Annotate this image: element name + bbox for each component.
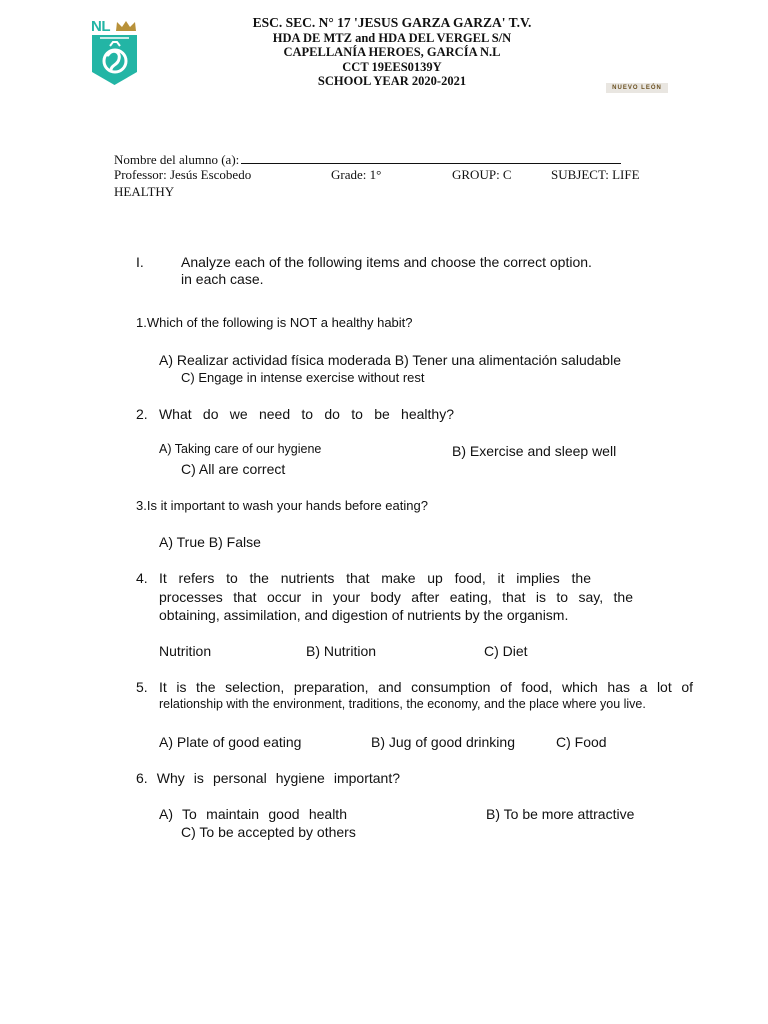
question-5-number: 5.	[136, 679, 148, 695]
logo-text: NL	[91, 18, 110, 35]
school-name: ESC. SEC. N° 17 'JESUS GARZA GARZA' T.V.	[252, 15, 532, 30]
question-6-option-a: A) To maintain good health	[159, 806, 347, 822]
question-5-option-c: C) Food	[556, 734, 607, 750]
question-2-option-c: C) All are correct	[181, 461, 286, 477]
question-1-option-c: C) Engage in intense exercise without rest	[181, 370, 425, 385]
question-4-option-b: B) Nutrition	[306, 643, 377, 659]
question-6: 6. Why is personal hygiene important?	[136, 770, 400, 786]
subject-continued: HEALTHY	[114, 184, 175, 199]
question-3: 3.Is it important to wash your hands before eating?	[136, 498, 428, 513]
question-6-option-b: B) To be more attractive	[486, 806, 635, 822]
question-5-option-a: A) Plate of good eating	[159, 734, 302, 750]
crown-icon	[115, 20, 137, 32]
professor-label: Professor: Jesús Escobedo	[114, 167, 252, 182]
school-location: CAPELLANÍA HEROES, GARCÍA N.L	[283, 45, 501, 59]
instruction-line-1: Analyze each of the following items and choose the correct option.	[181, 254, 592, 270]
question-2: 2. What do we need to do to be healthy?	[136, 406, 454, 422]
student-name-label: Nombre del alumno (a):	[114, 152, 240, 167]
question-4-line-3: obtaining, assimilation, and digestion of nutrients by the organism.	[159, 607, 569, 623]
question-2-option-a: A) Taking care of our hygiene	[159, 442, 322, 456]
question-5-line-1: It is the selection, preparation, and consumption of food, which has a lot of	[159, 679, 693, 695]
nl-logo	[88, 18, 142, 86]
question-3-options: A) True B) False	[159, 534, 261, 550]
question-4-line-2: processes that occur in your body after eating, that is to say, the	[159, 589, 633, 605]
grade-label: Grade: 1°	[331, 167, 382, 182]
school-cct: CCT 19EES0139Y	[342, 59, 442, 74]
question-4-number: 4.	[136, 570, 148, 586]
question-4-line-1: It refers to the nutrients that make up food, it implies the	[159, 570, 591, 586]
question-1-options: A) Realizar actividad física moderada B) Tener una alimentación saludable	[159, 352, 621, 368]
student-name-row	[114, 151, 621, 168]
school-header	[232, 16, 552, 89]
question-5-option-b: B) Jug of good drinking	[371, 734, 515, 750]
student-name-blank[interactable]	[241, 151, 621, 164]
subject-label: SUBJECT: LIFE	[551, 167, 640, 182]
section-numeral: I.	[136, 254, 144, 270]
question-1: 1.Which of the following is NOT a healthy habit?	[136, 315, 413, 330]
question-5-line-2: relationship with the environment, traditions, the economy, and the place where you live.	[159, 697, 646, 711]
question-4-option-c: C) Diet	[484, 643, 528, 659]
question-4-option-a: Nutrition	[159, 643, 212, 659]
school-year: SCHOOL YEAR 2020-2021	[317, 74, 467, 88]
instruction-line-2: in each case.	[181, 271, 264, 287]
group-label: GROUP: C	[452, 167, 512, 182]
question-6-option-c: C) To be accepted by others	[181, 824, 356, 840]
shield-icon	[91, 34, 138, 86]
nuevo-leon-logo: NUEVO LEÓN	[606, 83, 668, 93]
school-address: HDA DE MTZ and HDA DEL VERGEL S/N	[272, 30, 512, 45]
question-2-option-b: B) Exercise and sleep well	[452, 443, 617, 459]
